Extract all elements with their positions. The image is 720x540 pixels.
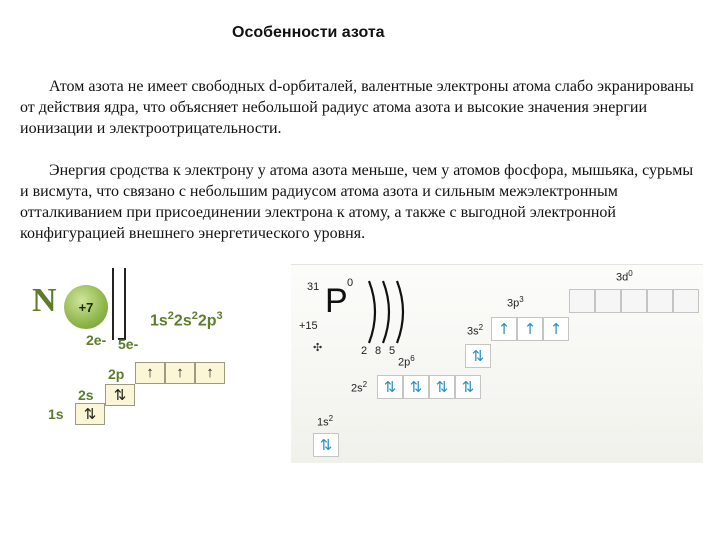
shell-arc-2	[124, 268, 126, 340]
orbital-3d-4	[647, 289, 673, 313]
shell-1-count: 2	[361, 345, 368, 357]
level-1s-label: 1s	[48, 406, 64, 422]
mass-number: 31	[307, 281, 320, 293]
level-2p-label: $2p^6$	[398, 354, 415, 369]
phosphorus-scheme	[291, 264, 703, 463]
orbital-1s: ⇅	[313, 433, 339, 457]
nitrogen-nucleus	[64, 285, 108, 329]
level-2s-label: $2s^2$	[351, 380, 368, 395]
orbital-3d-5	[673, 289, 699, 313]
orbital-2p-2: ↑	[165, 362, 195, 384]
orbital-2s: ⇅	[105, 384, 135, 406]
orbital-3p-1: ↑	[491, 317, 517, 341]
shell-3-count: 5	[389, 345, 396, 357]
orbital-3d-3	[621, 289, 647, 313]
orbital-2p-2: ⇅	[429, 375, 455, 399]
orbital-2s: ⇅	[377, 375, 403, 399]
nuclear-charge: +15	[299, 320, 318, 332]
phosphorus-symbol: P	[325, 282, 348, 320]
level-3s-label: $3s^2$	[467, 323, 484, 338]
nitrogen-scheme	[0, 260, 290, 460]
level-3d-label: $3d^0$	[616, 269, 633, 284]
level-2p-label: 2p	[108, 366, 125, 382]
level-2s-label: 2s	[78, 387, 94, 403]
orbital-3d-1	[569, 289, 595, 313]
orbital-2p-3: ↑	[195, 362, 225, 384]
orbital-3p-3: ↑	[543, 317, 569, 341]
orbital-1s: ⇅	[75, 403, 105, 425]
cursor-mark: ✣	[313, 342, 323, 354]
nucleus-charge: +7	[78, 299, 94, 315]
nitrogen-configuration: $1s^22s^22p^3$	[150, 310, 223, 330]
page-title: Особенности азота	[232, 24, 385, 41]
paragraph-2: Энергия сродства к электрону у атома азота меньше, чем у атомов фосфора, мышьяка, сурьмы и висмута, что связано с небольшим радиусом атома азота и сильным межэлектронным отталкиванием при присоединении электрона к атому, а также с выгодной электронной конфигурацией внешнего энергетического уровня.	[20, 162, 694, 242]
shell-1-electrons: 2e-	[86, 332, 107, 348]
level-3p-label: $3p^3$	[507, 295, 524, 310]
level-1s-label: $1s^2$	[317, 414, 334, 429]
orbital-3d-2	[595, 289, 621, 313]
shell-2-count: 8	[375, 345, 382, 357]
orbital-2p-1: ⇅	[403, 375, 429, 399]
orbital-3s: ⇅	[465, 344, 491, 368]
shell-arc-1	[112, 268, 114, 340]
paragraph-1: Атом азота не имеет свободных d-орбиталей, валентные электроны атома слабо экранированы от действия ядра, что объясняет небольшой радиус атома азота и высокие значения энергии ионизации и электроотрицательности.	[20, 78, 694, 137]
charge-superscript: 0	[347, 277, 354, 289]
nitrogen-symbol: N	[32, 282, 57, 319]
electron-shells	[365, 279, 417, 345]
shell-2-electrons: 5e-	[118, 336, 139, 352]
orbital-2p-3: ⇅	[455, 375, 481, 399]
orbital-2p-1: ↑	[135, 362, 165, 384]
orbital-3p-2: ↑	[517, 317, 543, 341]
